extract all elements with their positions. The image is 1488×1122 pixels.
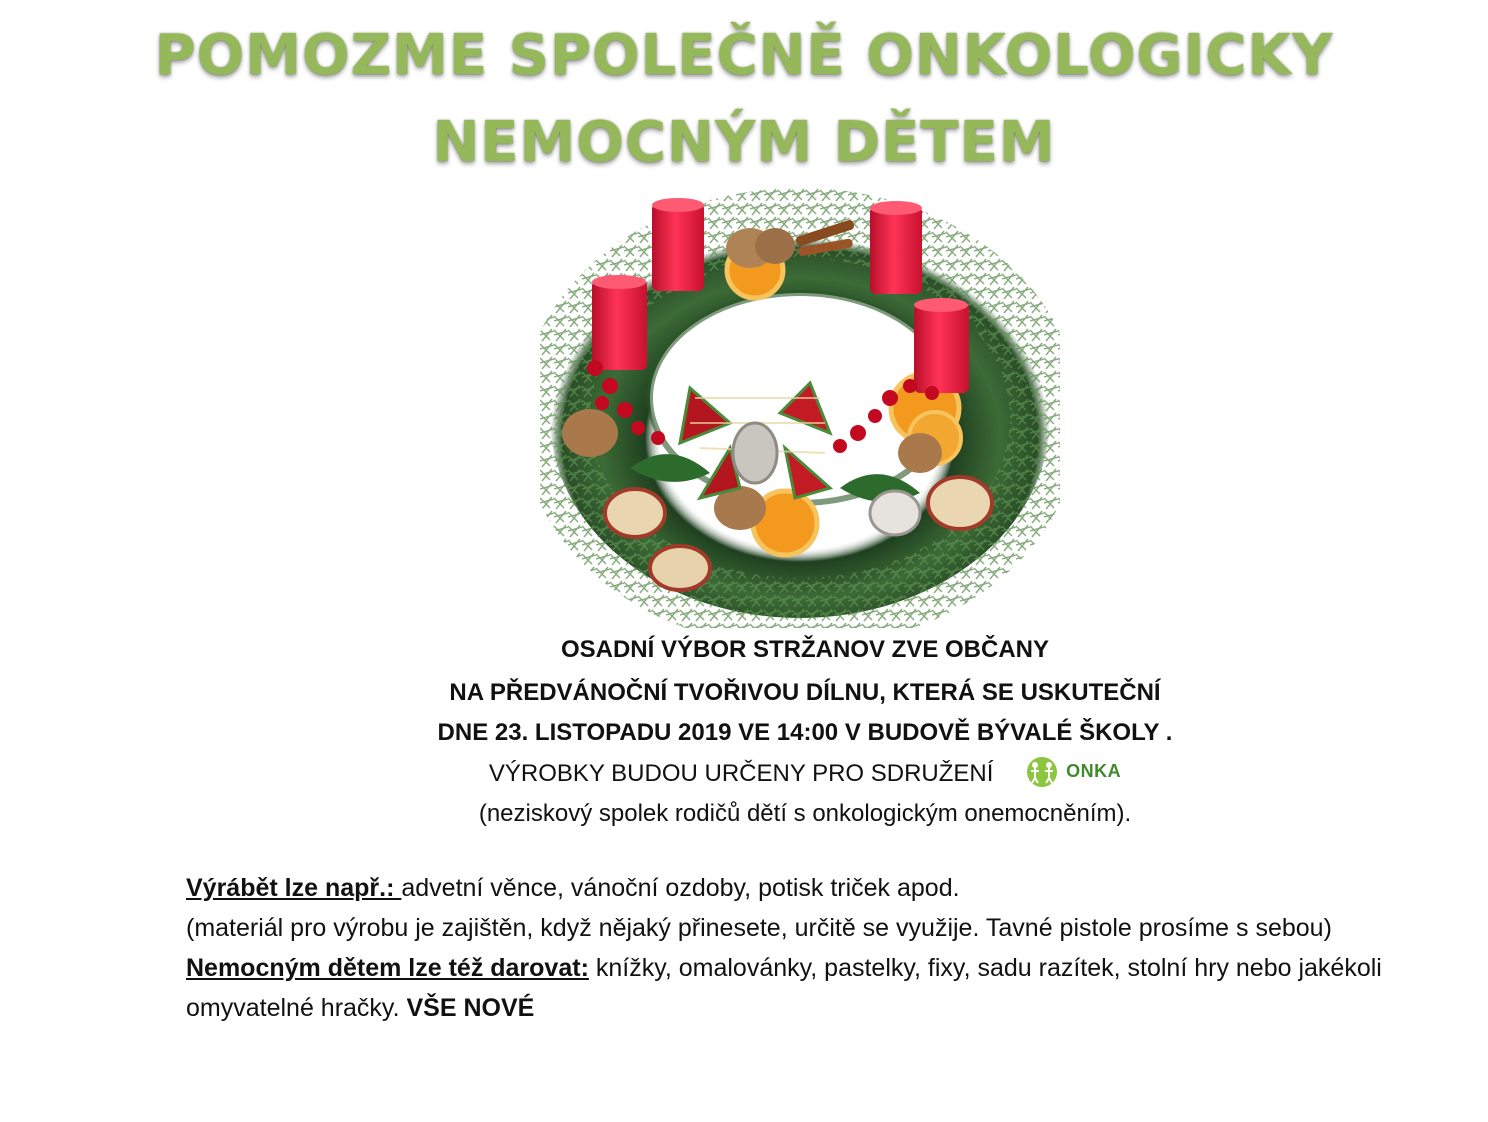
announcement-line5: (neziskový spolek rodičů dětí s onkologickým onemocněním). — [478, 800, 1132, 827]
material-note: (materiál pro výrobu je zajištěn, když nějaký přinesete, určitě se využije. Tavné pistole prosíme s sebou) — [186, 914, 1332, 942]
announcement-line2: NA PŘEDVÁNOČNÍ TVOŘIVOU DÍLNU, KTERÁ SE USKUTEČNÍ — [449, 679, 1161, 706]
page-title-line1: POMOZME SPOLEČNĚ ONKOLOGICKY — [154, 23, 1334, 88]
onka-children-icon — [1022, 756, 1062, 788]
announcement-line3: DNE 23. LISTOPADU 2019 VE 14:00 V BUDOVĚ BÝVALÉ ŠKOLY . — [437, 719, 1173, 746]
make-text: advetní věnce, vánoční ozdoby, potisk triček apod. — [401, 874, 960, 902]
details-section — [186, 868, 1386, 1028]
make-paragraph — [186, 868, 1386, 908]
advent-wreath-icon — [540, 188, 1060, 628]
announcement-line4-text: VÝROBKY BUDOU URČENY PRO SDRUŽENÍ — [488, 760, 994, 787]
announcement-line1: OSADNÍ VÝBOR STRŽANOV ZVE OBČANY — [560, 636, 1050, 663]
donate-paragraph — [186, 948, 1386, 1028]
donate-label: Nemocným dětem lze též darovat: — [186, 954, 589, 982]
page-title-line2: NEMOCNÝM DĚTEM — [432, 110, 1056, 175]
donate-text: knížky, omalovánky, pastelky, fixy, sadu razítek, stolní hry nebo jakékoli omyvatelné hračky. — [186, 954, 1382, 1022]
onka-logo — [1022, 755, 1121, 788]
onka-logo-text: ONKA — [1066, 761, 1122, 782]
announcement-line4 — [350, 757, 1260, 791]
donate-emphasis: VŠE NOVÉ — [406, 994, 535, 1022]
make-label: Výrábět lze např.: — [186, 874, 402, 902]
